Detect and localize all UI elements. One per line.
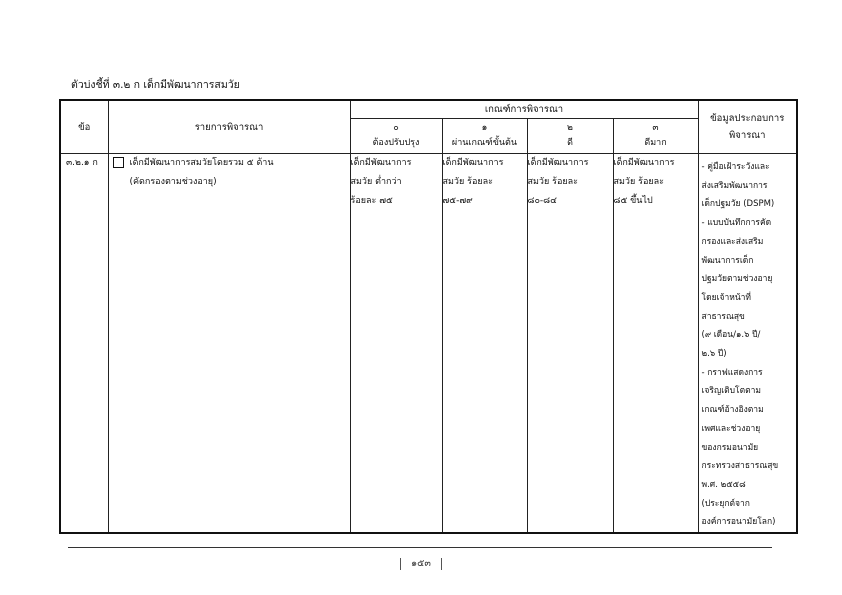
item-checkbox[interactable] [113,157,124,168]
level-label: ดี [567,138,573,148]
evidence-cell [698,154,797,534]
evidence-line: ส่งเสริมพัฒนาการ [701,180,768,191]
criteria-line: ๘๕ ขึ้นไป [613,196,653,206]
row-item [108,154,350,534]
level-score: ๒ [567,123,573,133]
evidence-line: เจริญเติบโตตาม [701,386,761,397]
criteria-line: เด็กมีพัฒนาการ [613,158,675,168]
criteria-level-1 [442,154,527,534]
criteria-line: เด็กมีพัฒนาการ [442,158,504,168]
page-number-bar-right [441,558,442,570]
evidence-line: - กราฟแสดงการ [701,367,763,378]
level-score: ๑ [481,123,488,133]
criteria-table [59,99,798,534]
page-title: ตัวบ่งชี้ที่ ๓.๒ ก เด็กมีพัฒนาการสมวัย [71,79,240,91]
page-number-bar-left [400,558,401,570]
evidence-line: (๙ เดือน/๑.๖ ปี/ [701,330,761,341]
level-score: ๓ [652,123,659,133]
evidence-line: สาธารณสุข [701,311,745,322]
evidence-line: เพศและช่วงอายุ [701,423,761,434]
evidence-line: กระทรวงสาธารณสุข [701,461,779,472]
table-row [60,154,797,534]
evidence-line: - คู่มือเฝ้าระวังและ [701,162,770,172]
row-number: ๓.๒.๑ ก [60,154,108,534]
evidence-line: (ประยุกต์จาก [701,498,750,509]
evidence-line: กรองและส่งเสริม [701,236,764,247]
evidence-line: เด็กปฐมวัย (DSPM) [701,199,775,210]
level-label: ดีมาก [644,138,667,148]
item-note: (คัดกรองตามช่วงอายุ) [129,177,217,187]
evidence-line: ปฐมวัยตามช่วงอายุ [701,274,773,285]
evidence-line: ของกรมอนามัย [701,442,759,453]
header-level-2 [527,119,613,154]
header-no: ข้อ [60,100,108,154]
level-label: ผ่านเกณฑ์ขั้นต้น [451,138,518,148]
header-evidence: ข้อมูลประกอบการพิจารณา [698,100,797,154]
evidence-line: ๒.๖ ปี) [701,349,727,360]
criteria-level-0 [350,154,442,534]
criteria-line: เด็กมีพัฒนาการ [350,158,412,168]
criteria-line: ร้อยละ ๗๕ [350,196,393,206]
header-criteria-group: เกณฑ์การพิจารณา [350,100,698,119]
header-level-1 [442,119,527,154]
header-level-0 [350,119,442,154]
item-text: เด็กมีพัฒนาการสมวัยโดยรวม ๕ ด้าน [129,158,274,168]
evidence-line: โดยเจ้าหน้าที่ [701,292,752,303]
evidence-line: - แบบบันทึกการคัด [701,218,772,229]
criteria-line: ๘๐-๘๔ [527,196,557,206]
criteria-line: เด็กมีพัฒนาการ [527,158,589,168]
evidence-line: องค์การอนามัยโลก) [701,517,776,528]
footer-divider [68,547,772,548]
evidence-line: พัฒนาการเด็ก [701,255,754,266]
criteria-line: สมวัย ร้อยละ [613,177,664,187]
criteria-level-2 [527,154,613,534]
criteria-line: สมวัย ร้อยละ [527,177,578,187]
criteria-line: สมวัย ร้อยละ [442,177,493,187]
page-number [0,556,842,571]
level-score: ๐ [393,123,399,133]
criteria-level-3 [613,154,698,534]
level-label: ต้องปรับปรุง [372,138,420,148]
evidence-line: เกณฑ์อ้างอิงตาม [701,405,764,416]
header-level-3 [613,119,698,154]
criteria-line: ๗๕-๗๙ [442,196,473,206]
evidence-line: พ.ศ. ๒๕๕๘ [701,479,746,490]
header-item: รายการพิจารณา [108,100,350,154]
criteria-line: สมวัย ต่ำกว่า [350,177,402,187]
page-number-text: ๑๕๓ [411,558,431,569]
